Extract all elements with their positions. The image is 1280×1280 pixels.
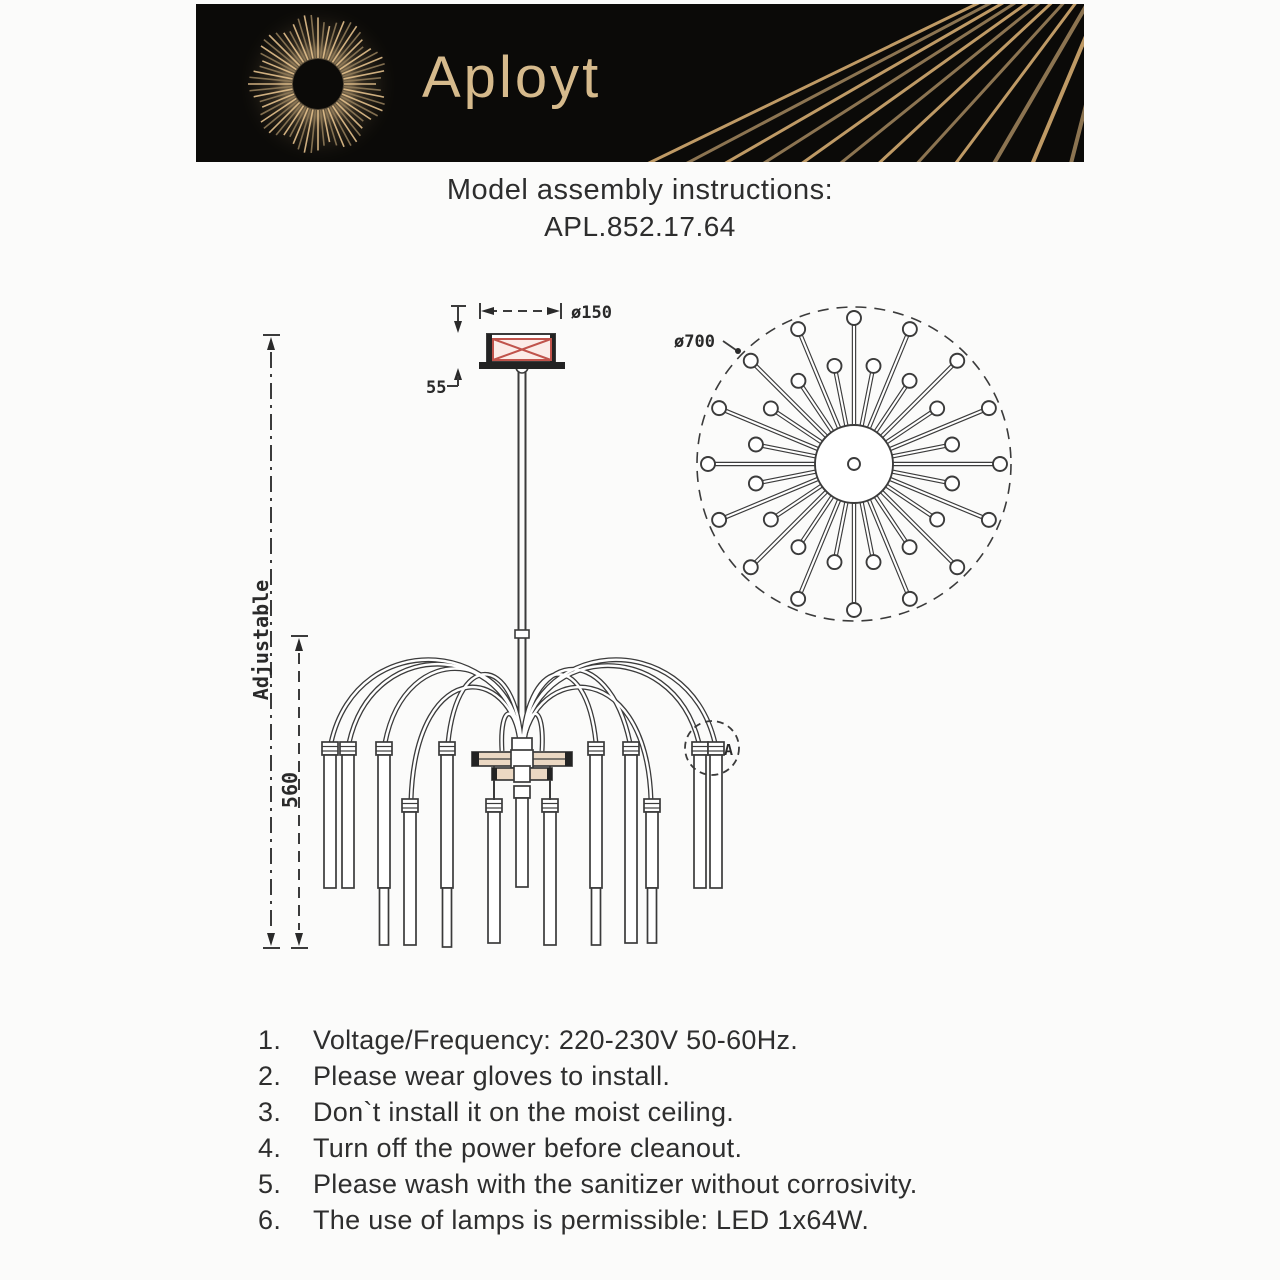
lamp-tube xyxy=(340,742,356,888)
dim-canopy-height xyxy=(426,306,466,398)
dim-fixture-height xyxy=(278,636,308,948)
instruction-number: 1. xyxy=(258,1025,282,1055)
fixture-height-label: 560 xyxy=(278,771,302,809)
lamp-tube xyxy=(644,799,660,943)
canopy-height-label: 55 xyxy=(426,378,447,398)
instruction-item xyxy=(258,1058,1078,1094)
lamp-tube xyxy=(623,742,639,943)
lamp-tube xyxy=(588,742,604,945)
instruction-item xyxy=(258,1166,1078,1202)
dim-adjustable xyxy=(249,335,280,948)
lamp-tube xyxy=(708,742,724,888)
top-view-arms xyxy=(697,307,1011,621)
dimension-annotations xyxy=(249,303,612,948)
dim-canopy-diameter xyxy=(480,303,612,323)
lamp-tube xyxy=(542,799,558,945)
model-number: APL.852.17.64 xyxy=(544,211,736,242)
instructions-list xyxy=(258,1022,1078,1238)
instruction-item xyxy=(258,1202,1078,1238)
instruction-item xyxy=(258,1022,1078,1058)
instruction-number: 6. xyxy=(258,1205,282,1235)
instruction-text: Voltage/Frequency: 220-230V 50-60Hz. xyxy=(313,1025,799,1055)
top-view-diameter-label: ø700 xyxy=(674,332,715,352)
instruction-text: The use of lamps is permissible: LED 1x64W. xyxy=(313,1205,870,1235)
lamp-tube xyxy=(486,799,502,943)
instruction-text: Please wear gloves to install. xyxy=(313,1061,671,1091)
instruction-number: 3. xyxy=(258,1097,282,1127)
adjustable-label: Adjustable xyxy=(249,579,273,701)
instruction-text: Turn off the power before cleanout. xyxy=(313,1133,743,1163)
lamp-tube xyxy=(439,742,455,947)
page-title: Model assembly instructions: xyxy=(446,174,834,206)
dim-top-view-diameter xyxy=(674,332,741,354)
brand-name: Aployt xyxy=(422,45,602,110)
stem xyxy=(515,368,529,750)
lamp-tube xyxy=(376,742,392,945)
ceiling-canopy xyxy=(479,334,565,373)
instruction-number: 4. xyxy=(258,1133,282,1163)
instruction-item xyxy=(258,1094,1078,1130)
instruction-text: Please wash with the sanitizer without corrosivity. xyxy=(313,1169,918,1199)
side-view-drawing xyxy=(322,334,739,947)
lamp-tube xyxy=(402,799,418,945)
lamp-tube xyxy=(692,742,708,888)
instruction-number: 2. xyxy=(258,1061,282,1091)
instruction-number: 5. xyxy=(258,1169,282,1199)
top-view-drawing xyxy=(674,307,1011,621)
lamp-tube xyxy=(322,742,338,888)
instruction-text: Don`t install it on the moist ceiling. xyxy=(313,1097,735,1127)
detail-marker-label: A xyxy=(724,741,734,759)
canopy-diameter-label: ø150 xyxy=(571,303,612,323)
instruction-item xyxy=(258,1130,1078,1166)
